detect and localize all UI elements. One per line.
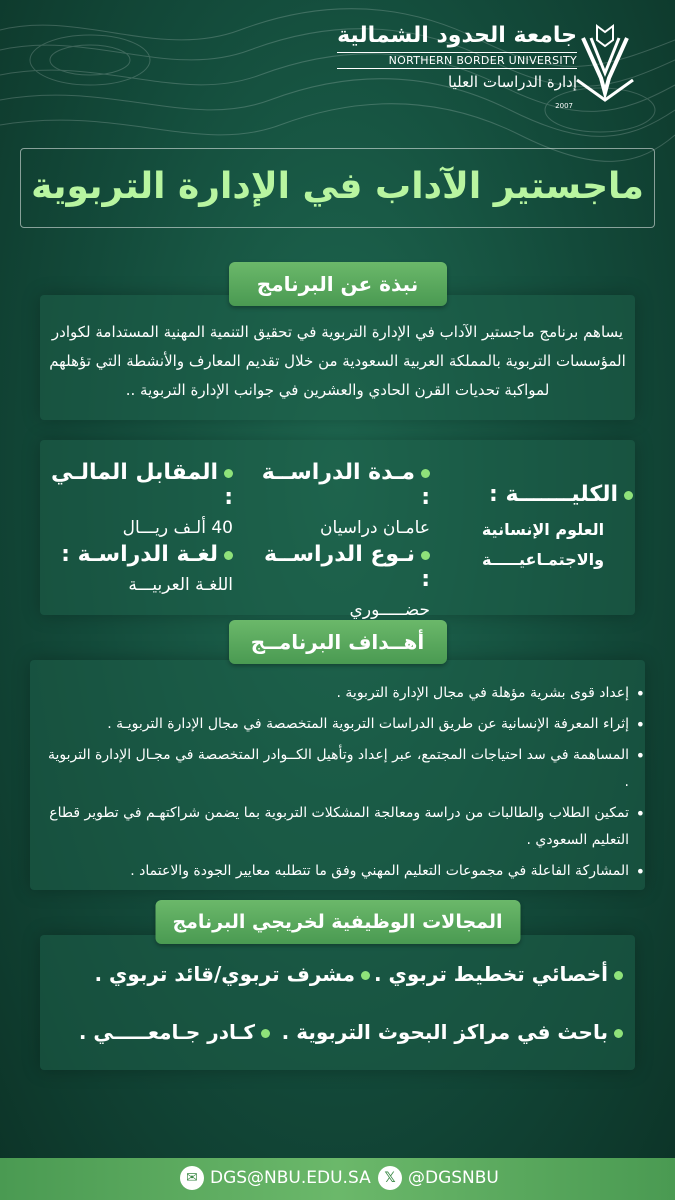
goal-item: • تمكين الطلاب والطالبات من دراسة ومعالجة المشكلات التربوية بما يضمن شراكتهـم في تطوير قطاع التعليم السعودي .: [40, 800, 645, 854]
bullet-icon: [361, 971, 370, 980]
fee-info: [38, 460, 233, 538]
career-item: مشرف تربوي/قائد تربوي .: [94, 962, 370, 986]
university-name-en: NORTHERN BORDER UNIVERSITY: [337, 52, 577, 69]
fee-value: 40 ألـف ريـــال: [122, 518, 233, 538]
footer-bar: [0, 1158, 675, 1200]
duration-value: عامـان دراسيان: [319, 518, 430, 538]
university-logo: [335, 18, 635, 118]
study-type-info: [250, 542, 430, 620]
bullet-icon: [421, 469, 430, 478]
bullet-icon: [624, 491, 633, 500]
bullet-icon: [224, 551, 233, 560]
goal-item: • المشاركة الفاعلة في مجموعات التعليم المهني وفق ما تتطلبه معايير الجودة والاعتماد .: [40, 858, 645, 885]
twitter-text: @DGSNBU: [408, 1168, 499, 1188]
university-name-ar: جامعة الحدود الشمالية: [337, 23, 577, 48]
bullet-icon: [421, 551, 430, 560]
email-text: DGS@NBU.EDU.SA: [210, 1168, 371, 1188]
fee-label: المقابل المالـي :: [50, 460, 233, 510]
duration-info: [250, 460, 430, 538]
twitter-contact[interactable]: [378, 1166, 499, 1190]
page-title: ماجستير الآداب في الإدارة التربوية: [20, 148, 655, 228]
study-type-value: حضـــــوري: [349, 600, 430, 620]
goals-list: [40, 680, 645, 889]
email-contact[interactable]: [180, 1166, 371, 1190]
logo-year: 2007: [555, 102, 573, 110]
career-item: باحث في مراكز البحوث التربوية .: [282, 1020, 623, 1044]
careers-heading: المجالات الوظيفية لخريجي البرنامج: [155, 900, 520, 944]
goals-heading: أهــداف البرنامــج: [229, 620, 447, 664]
goal-item: • المساهمة في سد احتياجات المجتمع، عبر إعداد وتأهيل الكــوادر المتخصصة في مجـال الإدارة التربوية .: [40, 742, 645, 796]
bullet-icon: [614, 971, 623, 980]
bullet-icon: [614, 1029, 623, 1038]
goal-item: • إثراء المعرفة الإنسانية عن طريق الدراسات التربوية المتخصصة في مجال الإدارة التربويـة .: [40, 711, 645, 738]
language-label: لغـة الدراسـة :: [61, 542, 218, 567]
x-twitter-icon: 𝕏: [378, 1166, 402, 1190]
college-label: الكليـــــــة :: [489, 482, 618, 507]
bullet-icon: [224, 469, 233, 478]
study-type-label: نـوع الدراســة :: [264, 542, 430, 592]
language-info: [38, 542, 233, 595]
career-item: كـادر جـامعـــــي .: [79, 1020, 270, 1044]
career-item: أخصائي تخطيط تربوي .: [374, 962, 623, 986]
university-emblem-icon: [575, 18, 635, 108]
language-value: اللغـة العربيـــة: [128, 575, 233, 595]
about-heading: نبذة عن البرنامج: [229, 262, 447, 306]
goal-item: • إعداد قوى بشرية مؤهلة في مجال الإدارة التربوية .: [40, 680, 645, 707]
college-value: العلوم الإنسانية والاجتمـاعيـــــة: [481, 520, 605, 569]
careers-panel: [40, 935, 635, 1070]
mail-icon: ✉: [180, 1166, 204, 1190]
bullet-icon: [261, 1029, 270, 1038]
about-text: يساهم برنامج ماجستير الآداب في الإدارة التربوية في تحقيق التنمية المهنية المستدامة لكوادر المؤسسات التربوية بالمملكة العربية السعودية من خلال تقديم المعارف والأنشطة التي تؤهلهم لمواكبة تحديات القرن الحادي والعشرين في جوانب الإدارة التربوية ..: [49, 323, 626, 399]
department-name: إدارة الدراسات العليا: [448, 73, 577, 91]
college-info: [453, 482, 633, 575]
duration-label: مـدة الدراســة :: [261, 460, 430, 510]
